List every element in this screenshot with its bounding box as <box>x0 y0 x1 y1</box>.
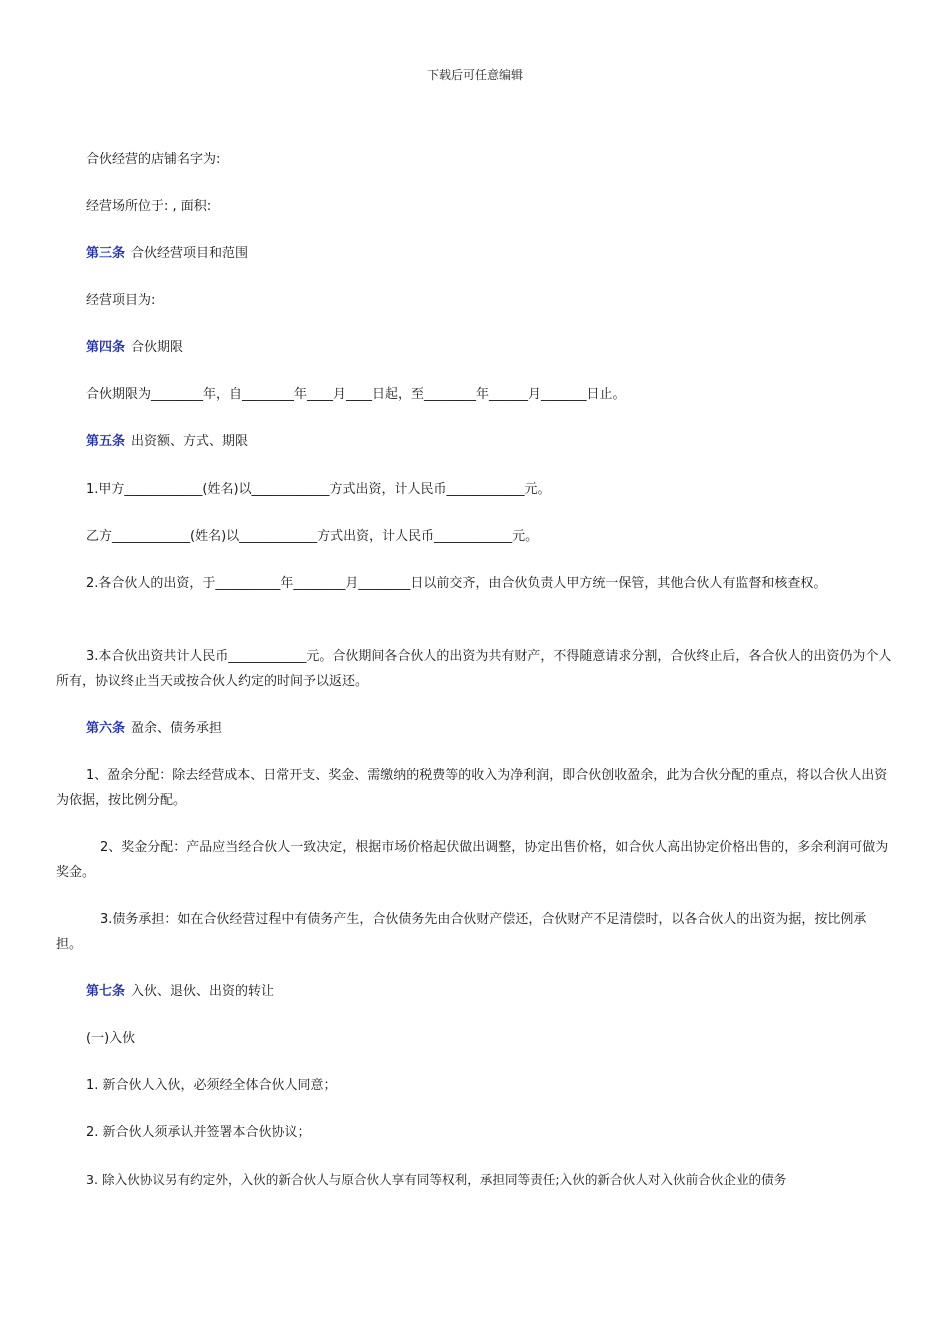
article-6-title: 盈余、债务承担 <box>131 721 223 736</box>
join-item-2: 2. 新合伙人须承认并签署本合伙协议； <box>86 1125 311 1140</box>
term-line: 合伙期限为________年，自________年____月____日起，至________年______月_______日止。 <box>86 387 626 402</box>
contribution-clause-2: 2.各合伙人的出资，于__________年________月________日以前交齐，由合伙负责人甲方统一保管，其他合伙人有监督和核查权。 <box>86 576 827 591</box>
article-3-title: 合伙经营项目和范围 <box>131 246 249 261</box>
join-item-1: 1. 新合伙人入伙，必须经全体合伙人同意； <box>86 1078 337 1093</box>
article-3-heading <box>86 245 248 263</box>
article-6-heading <box>86 720 222 738</box>
surplus-distribution-clause: 1、盈余分配：除去经营成本、日常开支、奖金、需缴纳的税费等的收入为净利润，即合伙创收盈余，此为合伙分配的重点，将以合伙人出资为依据，按比例分配。 <box>56 768 888 808</box>
business-items-line: 经营项目为: <box>86 293 156 308</box>
contribution-party-a: 1.甲方____________(姓名)以____________方式出资，计人民币____________元。 <box>86 482 551 497</box>
page-header-note: 下载后可任意编辑 <box>426 68 523 82</box>
article-4-number: 第四条 <box>86 340 126 355</box>
contribution-clause-3: 3.本合伙出资共计人民币____________元。合伙期间各合伙人的出资为共有财产，不得随意请求分割，合伙终止后，各合伙人的出资仍为个人所有，协议终止当天或按合伙人约定的时间予以返还。 <box>56 649 892 689</box>
article-6-number: 第六条 <box>86 721 126 736</box>
join-subheading: (一)入伙 <box>86 1031 136 1046</box>
article-7-heading <box>86 983 274 1001</box>
join-item-3: 3. 除入伙协议另有约定外，入伙的新合伙人与原合伙人享有同等权利，承担同等责任;入伙的新合伙人对入伙前合伙企业的债务 <box>86 1172 787 1187</box>
article-3-number: 第三条 <box>86 246 126 261</box>
article-4-heading <box>86 339 183 357</box>
store-name-line: 合伙经营的店铺名字为: <box>86 152 221 167</box>
contribution-party-b: 乙方____________(姓名)以____________方式出资，计人民币____________元。 <box>86 529 539 544</box>
location-line: 经营场所位于: , 面积: <box>86 199 212 214</box>
article-5-title: 出资额、方式、期限 <box>131 434 249 449</box>
debt-liability-clause: 3.债务承担：如在合伙经营过程中有债务产生，合伙债务先由合伙财产偿还，合伙财产不足清偿时，以各合伙人的出资为据，按比例承担。 <box>56 912 867 952</box>
article-7-number: 第七条 <box>86 984 126 999</box>
article-5-number: 第五条 <box>86 434 126 449</box>
article-4-title: 合伙期限 <box>131 340 184 355</box>
bonus-distribution-clause: 2、奖金分配：产品应当经合伙人一致决定，根据市场价格起伏做出调整，协定出售价格，如合伙人高出协定价格出售的，多余利润可做为奖金。 <box>56 840 889 880</box>
article-5-heading <box>86 433 248 451</box>
article-7-title: 入伙、退伙、出资的转让 <box>131 984 275 999</box>
